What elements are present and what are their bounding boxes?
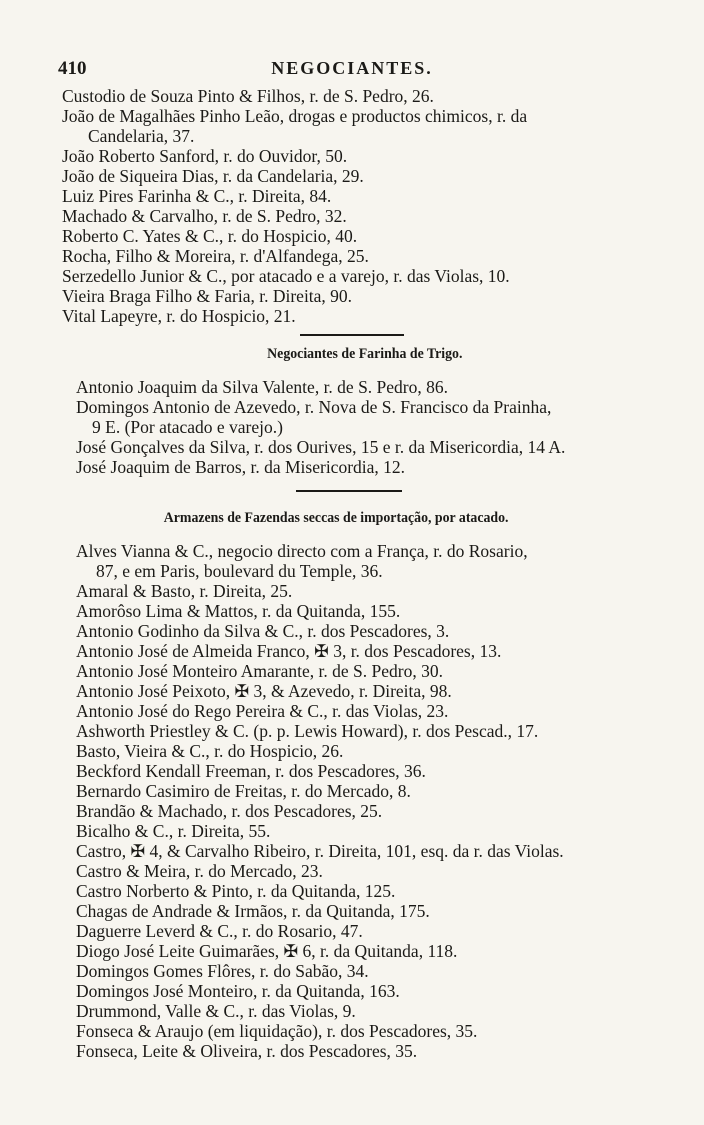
page-number: 410	[58, 58, 87, 79]
list-item: João de Magalhães Pinho Leão, drogas e productos chimicos, r. da	[62, 106, 528, 126]
list-item: Antonio José do Rego Pereira & C., r. das Violas, 23.	[76, 701, 449, 721]
list-item: Antonio José de Almeida Franco, ✠ 3, r. dos Pescadores, 13.	[76, 641, 502, 661]
list-item: Vital Lapeyre, r. do Hospicio, 21.	[62, 306, 296, 326]
list-item: Diogo José Leite Guimarães, ✠ 6, r. da Quitanda, 118.	[76, 941, 458, 961]
list-item: Chagas de Andrade & Irmãos, r. da Quitanda, 175.	[76, 901, 430, 921]
list-item: Castro & Meira, r. do Mercado, 23.	[76, 861, 323, 881]
list-item: Daguerre Leverd & C., r. do Rosario, 47.	[76, 921, 363, 941]
list-item: Domingos Gomes Flôres, r. do Sabão, 34.	[76, 961, 369, 981]
list-item: Ashworth Priestley & C. (p. p. Lewis Howard), r. dos Pescad., 17.	[76, 721, 539, 741]
page-header	[0, 58, 704, 80]
list-item: João de Siqueira Dias, r. da Candelaria, 29.	[62, 166, 364, 186]
list-item: Alves Vianna & C., negocio directo com a França, r. do Rosario,	[76, 541, 528, 561]
list-item: João Roberto Sanford, r. do Ouvidor, 50.	[62, 146, 348, 166]
list-item: Fonseca, Leite & Oliveira, r. dos Pescadores, 35.	[76, 1041, 418, 1061]
list-item: Antonio José Monteiro Amarante, r. de S. Pedro, 30.	[76, 661, 443, 681]
list-item: Antonio Godinho da Silva & C., r. dos Pescadores, 3.	[76, 621, 450, 641]
list-item: Basto, Vieira & C., r. do Hospicio, 26.	[76, 741, 344, 761]
list-item: Castro Norberto & Pinto, r. da Quitanda, 125.	[76, 881, 396, 901]
list-item: Fonseca & Araujo (em liquidação), r. dos Pescadores, 35.	[76, 1021, 478, 1041]
list-item: Amaral & Basto, r. Direita, 25.	[76, 581, 293, 601]
list-item: José Joaquim de Barros, r. da Misericordia, 12.	[76, 457, 406, 477]
list-item: Beckford Kendall Freeman, r. dos Pescadores, 36.	[76, 761, 426, 781]
list-item: Luiz Pires Farinha & C., r. Direita, 84.	[62, 186, 332, 206]
section-heading: Armazens de Fazendas seccas de importação, por atacado.	[163, 510, 509, 526]
list-item: Drummond, Valle & C., r. das Violas, 9.	[76, 1001, 356, 1021]
list-item: Antonio Joaquim da Silva Valente, r. de S. Pedro, 86.	[76, 377, 449, 397]
list-item: Bernardo Casimiro de Freitas, r. do Mercado, 8.	[76, 781, 411, 801]
list-item: Serzedello Junior & C., por atacado e a varejo, r. das Violas, 10.	[62, 266, 510, 286]
section-divider	[300, 334, 404, 336]
section-heading: Negociantes de Farinha de Trigo.	[267, 346, 463, 362]
list-item: Antonio José Peixoto, ✠ 3, & Azevedo, r. Direita, 98.	[76, 681, 452, 701]
section-divider	[296, 490, 402, 492]
list-item-continuation: 87, e em Paris, boulevard du Temple, 36.	[96, 561, 383, 581]
list-item: Rocha, Filho & Moreira, r. d'Alfandega, 25.	[62, 246, 369, 266]
list-item: Custodio de Souza Pinto & Filhos, r. de S. Pedro, 26.	[62, 86, 434, 106]
list-item: Bicalho & C., r. Direita, 55.	[76, 821, 271, 841]
list-item-continuation: 9 E. (Por atacado e varejo.)	[92, 417, 283, 437]
list-item: Machado & Carvalho, r. de S. Pedro, 32.	[62, 206, 347, 226]
list-item: Roberto C. Yates & C., r. do Hospicio, 40.	[62, 226, 358, 246]
list-item: Domingos Antonio de Azevedo, r. Nova de S. Francisco da Prainha,	[76, 397, 552, 417]
list-item-continuation: Candelaria, 37.	[88, 126, 195, 146]
running-head: NEGOCIANTES.	[271, 58, 433, 78]
list-item: Brandão & Machado, r. dos Pescadores, 25.	[76, 801, 383, 821]
list-item: Vieira Braga Filho & Faria, r. Direita, 90.	[62, 286, 353, 306]
list-item: José Gonçalves da Silva, r. dos Ourives, 15 e r. da Misericordia, 14 A.	[76, 437, 566, 457]
list-item: Amorôso Lima & Mattos, r. da Quitanda, 155.	[76, 601, 401, 621]
list-item: Castro, ✠ 4, & Carvalho Ribeiro, r. Direita, 101, esq. da r. das Violas.	[76, 841, 564, 861]
list-item: Domingos José Monteiro, r. da Quitanda, 163.	[76, 981, 400, 1001]
